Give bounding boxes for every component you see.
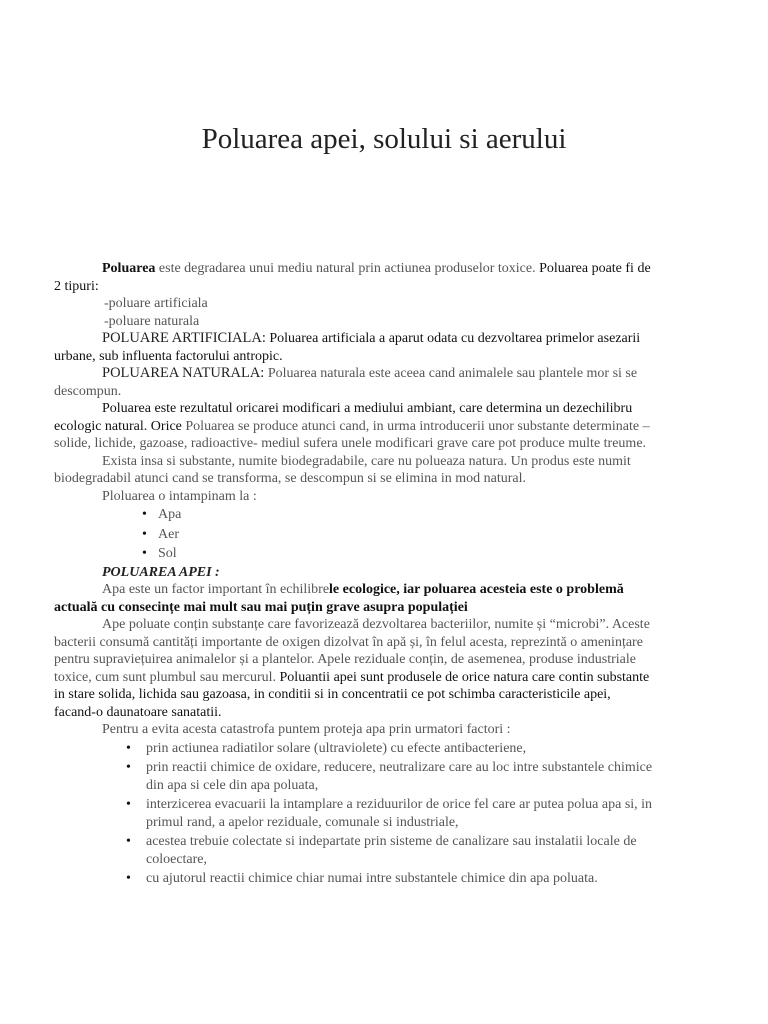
places-list: [54, 505, 654, 564]
artificial-text: Poluarea artificiala a aparut odata cu dezvoltarea primelor asezarii urbane, sub influenta factorului antropic.: [54, 331, 641, 364]
paragraph-places-intro: Ploluarea o intampinam la :: [102, 488, 257, 504]
natural-text: Poluarea naturala este aceea cand animalele sau plantele mor si se descompun.: [54, 366, 638, 399]
protection-factors-list: [54, 739, 654, 889]
paragraph-natural: [54, 365, 654, 400]
list-item: • cu ajutorul reactii chimice chiar numai intre substantele chimice din apa poluata.: [146, 869, 654, 889]
document-title: Poluarea apei, solului si aerului: [201, 123, 567, 155]
water-intro-text: Apa este un factor important în echilibre: [102, 582, 330, 597]
list-item: • prin reactii chimice de oxidare, reducere, neutralizare care au loc intre substantele chimice din apa si cele din apa poluata,: [146, 758, 654, 795]
heading-water: POLUAREA APEI :: [102, 564, 220, 580]
term-poluarea: Poluarea: [102, 261, 156, 276]
list-item: • Apa: [158, 505, 654, 525]
list-item: • acestea trebuie colectate si indepartate prin sisteme de canalizare sau instalatii locale de coloectare,: [146, 832, 654, 869]
paragraph-water-intro: [54, 581, 654, 616]
paragraph-intro: [54, 260, 654, 295]
heading-artificial: POLUARE ARTIFICIALA:: [102, 330, 266, 346]
bacteria-text: Ape poluate conțin substanțe care favorizează dezvoltarea bacteriilor, numite și “microbi”. Aceste bacterii consumă cantități importante de oxigen dizolvat în apă și, în felul acesta, reprezintă o amenințare pentru supraviețuirea animalelor și a plantelor. Apele reziduale conțin, de asemenea, produse industriale toxice, cum sunt plumbul sau mercurul.: [54, 617, 650, 685]
definition-dark-text: Poluarea este rezultatul oricarei modificari a mediului ambiant, care determina un dezechilibru ecologic natural. Orice: [54, 401, 633, 434]
list-item: • Aer: [158, 525, 654, 545]
heading-natural: POLUAREA NATURALA:: [102, 365, 265, 381]
pollutants-text: Poluantii apei sunt produsele de orice natura care contin substante in stare solida, lichida sau gazoasa, in conditii si in concentratii ce pot schimba caracteristicile apei, facand-o daunatoare sanatatii.: [54, 669, 650, 720]
paragraph-protection-intro: Pentru a evita acesta catastrofa puntem proteja apa prin urmatori factori :: [102, 722, 511, 737]
paragraph-definition: [54, 400, 654, 453]
paragraph-biodegradable: Exista insa si substante, numite biodegradabile, care nu polueaza natura. Un produs este numit biodegradabil atunci cand se transforma, se descompun si se elimina in mod natural.: [54, 453, 631, 486]
document-body: [54, 260, 654, 889]
list-item: • Sol: [158, 544, 654, 564]
definition-text: Poluarea se produce atunci cand, in urma introducerii unor substante determinate – solide, lichide, gazoase, radioactive- mediul sufera unele modificari grave care pot produce multe treume.: [54, 418, 650, 451]
intro-types-text: Poluarea poate fi de 2 tipuri:: [54, 261, 651, 294]
list-item: • interzicerea evacuarii la intamplare a reziduurilor de orice fel care ar putea polua apa si, in primul rand, a apelor reziduale, comunale si industriale,: [146, 795, 654, 832]
water-intro-bold: le ecologice, iar poluarea acesteia este o problemă actuală cu consecințe mai mult sau mai puțin grave asupra populației: [54, 582, 624, 615]
list-item: • prin actiunea radiatilor solare (ultraviolete) cu efecte antibacteriene,: [146, 739, 654, 759]
intro-text: este degradarea unui mediu natural prin actiunea produselor toxice.: [155, 261, 540, 276]
paragraph-water-bacteria: [54, 616, 654, 721]
type-natural: -poluare naturala: [104, 313, 200, 329]
paragraph-water-heading: [54, 564, 654, 582]
paragraph-artificial: [54, 330, 654, 365]
type-artificial: -poluare artificiala: [104, 296, 208, 311]
